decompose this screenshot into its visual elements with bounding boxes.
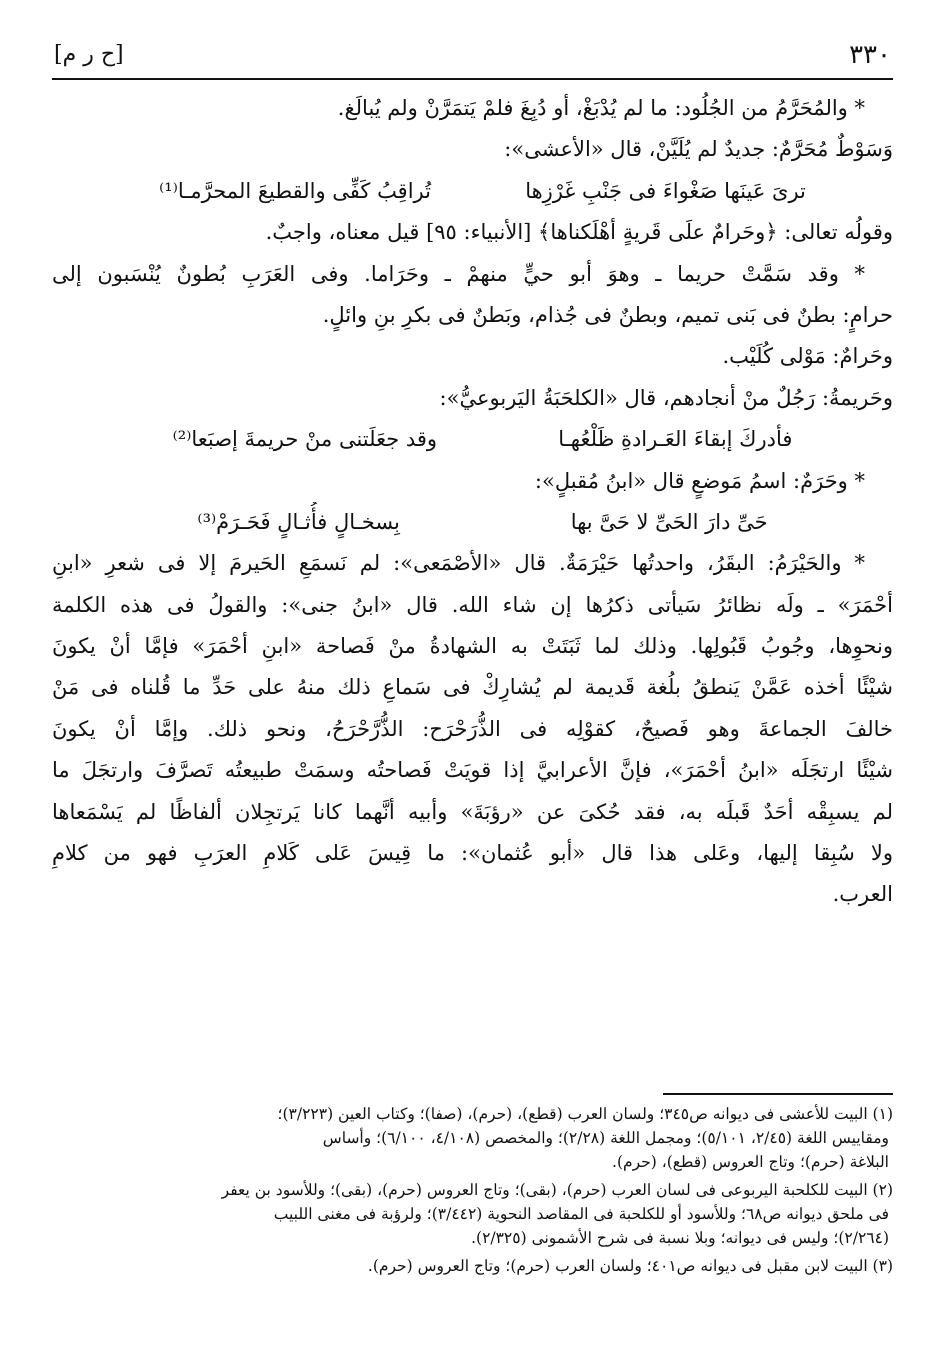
verse-hemistich: بِسخـالٍ فأُثـالٍ فَحَـرَمْ⁽³⁾ xyxy=(197,509,400,534)
text-line: وحَرامٌ: مَوْلى كُلَيْب. xyxy=(722,344,893,369)
verse-hemistich: وقد جعَلَتنى منْ حريمةَ إصبَعا⁽²⁾ xyxy=(172,427,438,452)
footnotes xyxy=(52,1102,893,1278)
page-header xyxy=(52,38,893,80)
text-line: وحَريمةُ: رَجُلٌ منْ أنجادهم، قال «الكلحَبَةُ اليَربوعيُّ»: xyxy=(439,385,893,410)
text-line: العرب. xyxy=(832,882,893,907)
text-line: * وقد سَمَّتْ حريما ـ وهوَ أبو حيٍّ منهمْ ـ وحَرَاما. وفى العَرَبِ بُطونٌ يُنْسَبون إلى xyxy=(52,261,865,286)
footnote-line: (٣) البيت لابن مقبل فى ديوانه ص٤٠١؛ ولسان العرب (حرم)؛ وتاج العروس (حرم). xyxy=(367,1257,893,1275)
text-line: وقولُه تعالى: ﴿وحَرامٌ علَى قَريةٍ أهْلَكناها﴾ [الأنبياء: ٩٥] قيل معناه، واجبٌ. xyxy=(265,220,893,245)
text-line: ونحوِها، وجُوبُ قَبُولِها. وذلك لما ثَبَتَتْ به الشهادةُ منْ فَصاحة «ابنِ أحْمَرَ» فإمَّا أنْ يكونَ xyxy=(52,634,893,659)
verse-hemistich: تُراقِبُ كَفِّى والقطيعَ المحرَّمـا⁽¹⁾ xyxy=(159,178,431,203)
text-line: أحْمَرَ» ـ ولَه نظائرُ سَيأتى ذكرُها إن شاء الله. قال «ابنُ جنى»: والقولُ فى هذه الكلمة xyxy=(52,592,893,617)
text-line: * وحَرَمٌ: اسمُ مَوضعٍ قال «ابنُ مُقبلٍ»: xyxy=(534,468,865,493)
text-line: وَسَوْطٌ مُحَرَّمٌ: جديدٌ لم يُلَيَّنْ، قال «الأعشى»: xyxy=(504,137,893,162)
text-line: ولا سُبِقا إليها، وعَلى هذا قال «أبو عُثمان»: ما قِيسَ عَلى كَلامِ العرَبِ فهو من كلامِ xyxy=(52,841,893,866)
body-text xyxy=(52,88,893,916)
footnote-line: فى ملحق ديوانه ص٦٨؛ وللأسود أو للكلحبة فى المقاصد النحوية (٣/٤٤٢)؛ ولرؤبة فى مغنى اللبيب xyxy=(273,1205,889,1223)
footnote-line: (٢) البيت للكلحبة اليربوعى فى لسان العرب (حرم)، (بقى)؛ وتاج العروس (حرم)، (بقى)؛ وللأسود بن يعفر xyxy=(221,1181,893,1199)
verse-hemistich: حَىِّ دارَ الحَىِّ لا حَىَّ بها xyxy=(570,509,768,534)
text-line: شيْئًا ارتجَلَه «ابنُ أحْمَرَ»، فإنَّ الأعرابيَّ إذا قويَتْ فَصاحتُه وسمَتْ طبيعتُه تَصرَّفَ وارتجَلَ ما xyxy=(52,758,893,783)
verse-line xyxy=(52,502,893,543)
text-line: * والمُحَرَّمُ من الجُلُود: ما لم يُدْبَغْ، أو دُبِغَ فلمْ يَتمَرَّنْ ولم يُبالَغ. xyxy=(337,96,865,120)
text-line: خالفَ الجماعةَ وهو فَصيحٌ، كقوْلِه فى الذُّرَحْرَح: الذُّرَّحْرَحُ، ونحو ذلك. وإمَّا أنْ يكونَ xyxy=(52,716,893,741)
text-line: لم يسبِقْه أحَدٌ قَبلَه به، فقد حُكىَ عن «رؤبَةَ» وأبيه أنَّهما كانا يَرتجِلان ألفاظًا لم يَسْمَعاها xyxy=(52,799,893,824)
text-line: * والحَيْرَمُ: البقَرُ، واحدتُها حَيْرَمَةٌ. قال «الأصْمَعى»: لم نَسمَعِ الحَيرمَ إلا فى شعرِ «ابنِ xyxy=(52,551,865,576)
verse-hemistich: ترىَ عَينَها صَغْواءَ فى جَنْبِ غَرْزِها xyxy=(525,178,806,203)
footnote-divider xyxy=(663,1093,893,1095)
verse-line xyxy=(52,171,893,212)
page-number: ٣٣٠ xyxy=(849,40,891,70)
text-line: شيْئًا أخذه عَمَّنْ يَنطقُ بلُغة قَديمة لم يُشارِكْ فى سَماعِ ذلك منهُ على حَدِّ ما قُلناه فى مَنْ xyxy=(52,675,893,700)
verse-line xyxy=(52,419,893,460)
text-line: حرامٍ: بطنٌ فى بَنى تميم، وبطنٌ فى جُذام، وبَطنٌ فى بكرِ بنِ وائلٍ. xyxy=(322,302,893,327)
footnote-line: ومقاييس اللغة (٢/٤٥، ٥/١٠١)؛ ومجمل اللغة (٢/٢٨)؛ والمخصص (٤/١٠٨، ٦/١٠٠)؛ وأساس xyxy=(322,1129,889,1147)
footnote-line: (٢/٢٦٤)؛ وليس فى ديوانه؛ وبلا نسبة فى شرح الأشمونى (٢/٣٢٥). xyxy=(471,1229,889,1247)
running-head: [ح ر م] xyxy=(54,42,124,67)
footnote-line: (١) البيت للأعشى فى ديوانه ص٣٤٥؛ ولسان العرب (قطع)، (حرم)، (صفا)؛ وكتاب العين (٣/٢٢٣)؛ xyxy=(277,1105,893,1123)
verse-hemistich: فأدركَ إبقاءَ العَـرادةِ ظَلْعُهـا xyxy=(558,427,793,452)
footnote-line: البلاغة (حرم)؛ وتاج العروس (قطع)، (حرم). xyxy=(612,1153,889,1171)
